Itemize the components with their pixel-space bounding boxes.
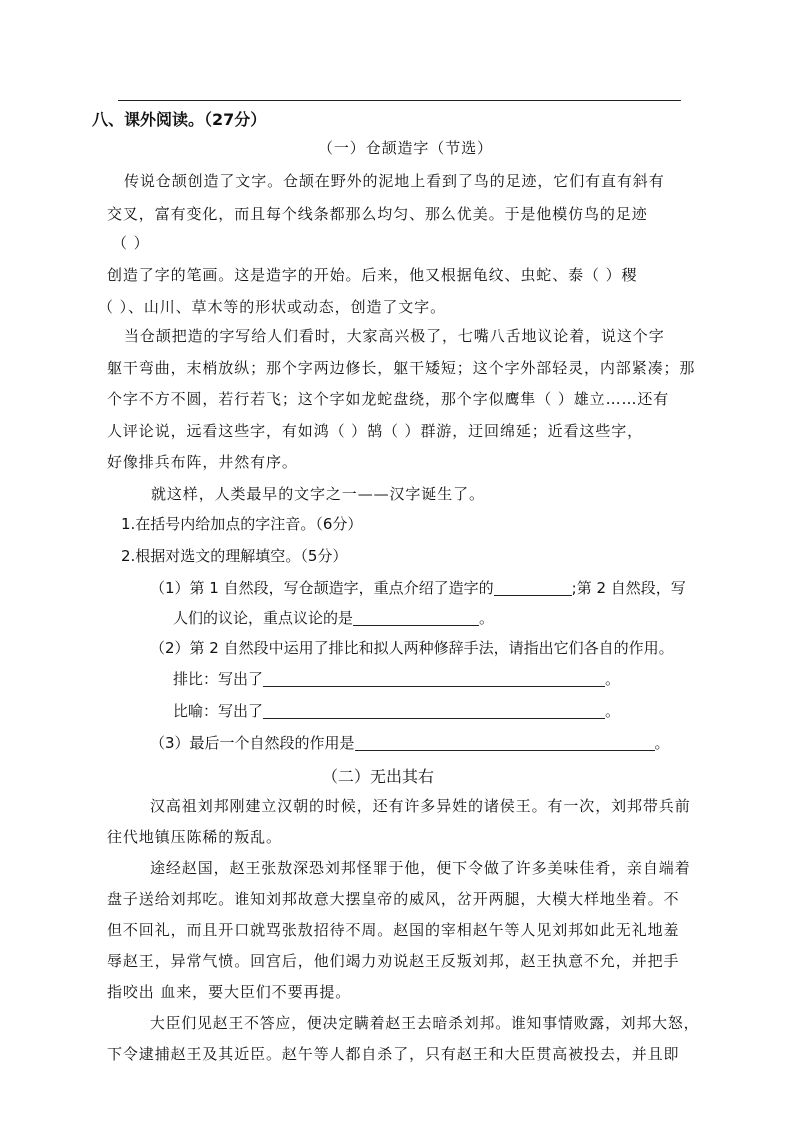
question-2-1-text-a: （1）第 1 自然段，写仓颉造字，重点介绍了造字的 — [150, 579, 494, 597]
passage1-line: 人评论说，远看这些字，有如鸿（ ）鹄（ ）群游，迂回绵延；近看这些字， — [107, 422, 644, 440]
question-2-2-biyu — [173, 700, 620, 721]
question-2-2-paibi — [173, 668, 620, 689]
passage1-title: （一）仓颉造字（节选） — [318, 139, 493, 157]
passage1-line: 就这样，人类最早的文字之一——汉字诞生了。 — [151, 485, 485, 503]
question-2-1-line1 — [150, 577, 686, 598]
answer-blank[interactable] — [353, 610, 479, 626]
passage1-line: 当仓颉把造的字写给人们看时，大家高兴极了，七嘴八舌地议论着，说这个字 — [124, 327, 665, 345]
passage2-line: 途经赵国，赵王张敖深恐刘邦怪罪于他，便下令做了许多美味佳肴，亲自端着 — [150, 859, 691, 877]
question-2-1-text-b: ;第 2 自然段，写 — [571, 579, 686, 597]
paibi-label: 排比：写出了 — [173, 670, 264, 688]
period: 。 — [605, 670, 621, 688]
top-rule — [118, 100, 681, 101]
question-2-3-text: （3）最后一个自然段的作用是 — [150, 734, 355, 752]
passage1-line: 好像排兵布阵，井然有序。 — [107, 453, 298, 471]
passage2-line: 指咬出 血来，要大臣们不要再提。 — [107, 983, 352, 1001]
biyu-label: 比喻：写出了 — [173, 702, 264, 720]
question-2-2: （2）第 2 自然段中运用了排比和拟人两种修辞手法，请指出它们各自的作用。 — [150, 639, 674, 657]
passage1-line: 个字不方不圆，若行若飞；这个字如龙蛇盘绕，那个字似鹰隼（ ）雄立……还有 — [107, 390, 670, 408]
question-2-3 — [150, 732, 670, 753]
passage2-line: 辱赵王，异常气愤。回宫后，他们竭力劝说赵王反叛刘邦，赵王执意不允，并把手 — [107, 952, 680, 970]
passage2-title: （二）无出其右 — [322, 767, 435, 786]
answer-blank[interactable] — [263, 671, 605, 687]
passage2-line: 下令逮捕赵王及其近臣。赵午等人都自杀了，只有赵王和大臣贯高被投去，并且即 — [107, 1045, 680, 1063]
question-2: 2.根据对选文的理解填空。（5分） — [121, 547, 348, 565]
period: 。 — [605, 702, 621, 720]
answer-blank[interactable] — [355, 735, 655, 751]
passage1-line: 创造了字的笔画。这是造字的开始。后来，他又根据龟纹、虫蛇、泰（ ）稷 — [107, 266, 638, 284]
passage2-line: 大臣们见赵王不答应，便决定瞒着赵王去暗杀刘邦。谁知事情败露，刘邦大怒， — [150, 1014, 700, 1032]
passage1-line: 躯干弯曲，末梢放纵；那个字两边修长，躯干矮短；这个字外部轻灵，内部紧凑；那 — [107, 359, 696, 377]
passage2-line: 盘子送给刘邦吃。谁知刘邦故意大摆皇帝的威风，岔开两腿，大模大样地坐着。不 — [107, 890, 680, 908]
period: 。 — [654, 734, 670, 752]
passage2-line: 往代地镇压陈稀的叛乱。 — [107, 828, 282, 846]
question-2-1-text-c: 人们的议论，重点议论的是 — [173, 609, 354, 627]
answer-parenthesis[interactable]: （ ） — [112, 234, 150, 252]
period: 。 — [479, 609, 495, 627]
passage1-line: （ ）、山川、草木等的形状或动态，创造了文字。 — [98, 298, 446, 316]
question-1: 1.在括号内给加点的字注音。（6分） — [121, 515, 363, 533]
question-2-1-line2 — [173, 607, 494, 628]
passage1-line: 传说仓颉创造了文字。仓颉在野外的泥地上看到了鸟的足迹，它们有直有斜有 — [124, 172, 665, 190]
passage2-line: 但不回礼，而且开口就骂张敖招待不周。赵国的宰相赵午等人见刘邦如此无礼地羞 — [107, 921, 680, 939]
passage1-line: 交叉，富有变化，而且每个线条都那么均匀、那么优美。于是他模仿鸟的足迹 — [107, 205, 648, 223]
answer-blank[interactable] — [263, 703, 605, 719]
passage2-line: 汉高祖刘邦刚建立汉朝的时候，还有许多异姓的诸侯王。有一次，刘邦带兵前 — [150, 797, 691, 815]
answer-blank[interactable] — [494, 580, 572, 596]
section-heading: 八、课外阅读。（27分） — [92, 110, 267, 129]
